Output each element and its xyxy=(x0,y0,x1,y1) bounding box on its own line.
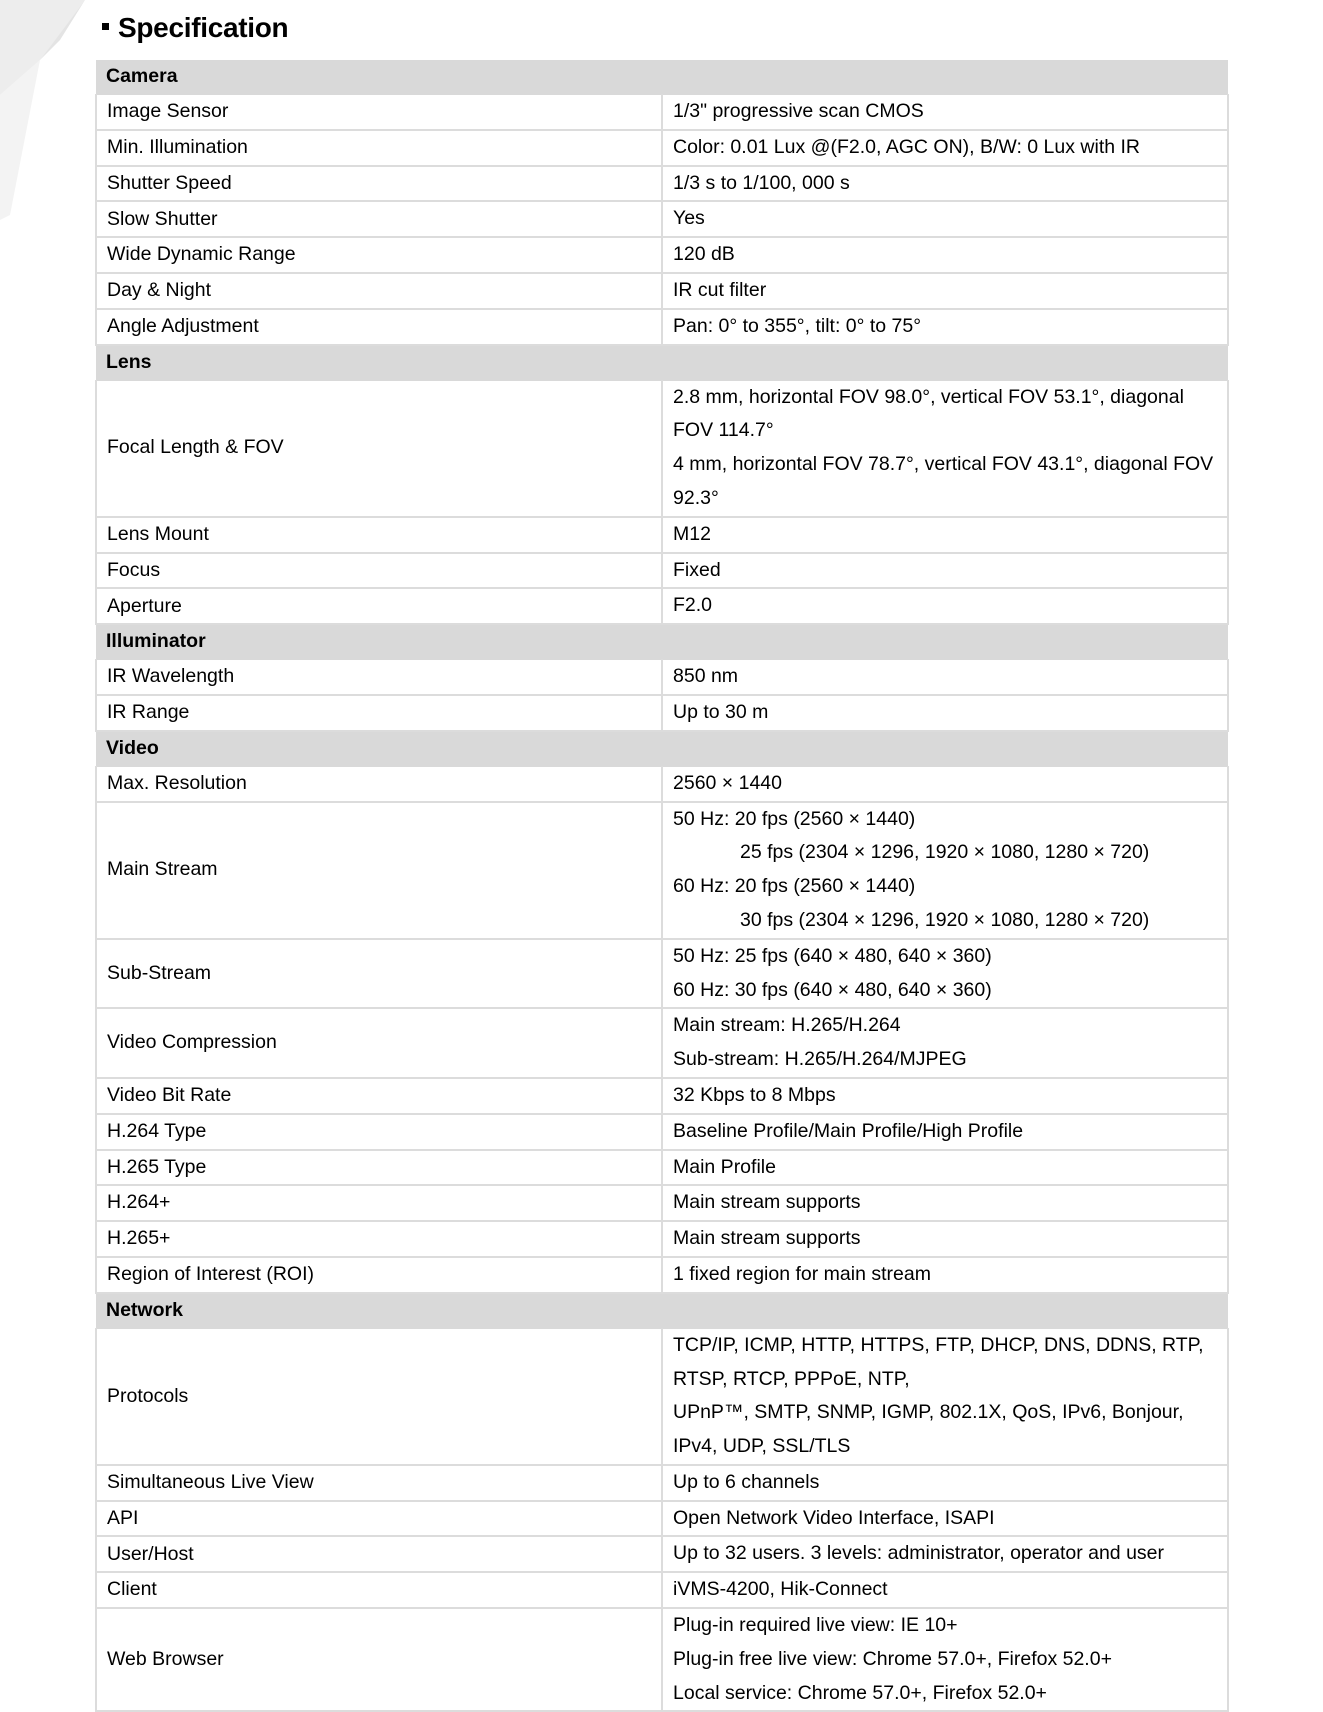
section-header-row xyxy=(96,731,1228,767)
spec-value xyxy=(662,273,1228,309)
table-row xyxy=(96,1608,1228,1711)
table-row xyxy=(96,1257,1228,1293)
spec-label: IR Wavelength xyxy=(96,660,662,695)
table-row xyxy=(96,1572,1228,1608)
decorative-corner-shape xyxy=(0,0,95,220)
spec-value xyxy=(662,1536,1228,1572)
table-row xyxy=(96,309,1228,345)
table-row xyxy=(96,273,1228,309)
table-row xyxy=(96,553,1228,589)
spec-value-line: Pan: 0° to 355°, tilt: 0° to 75° xyxy=(673,314,922,337)
spec-value-line: iVMS-4200, Hik-Connect xyxy=(673,1578,888,1601)
spec-value xyxy=(662,517,1228,553)
table-row xyxy=(96,1501,1228,1537)
spec-value xyxy=(662,695,1228,731)
table-row xyxy=(96,1328,1228,1465)
spec-value-line: 25 fps (2304 × 1296, 1920 × 1080, 1280 × 720) xyxy=(740,841,1150,864)
spec-value-line: Color: 0.01 Lux @(F2.0, AGC ON), B/W: 0 Lux with IR xyxy=(673,135,1141,158)
spec-value-line: Main Profile xyxy=(673,1155,776,1178)
spec-value-line: 60 Hz: 20 fps (2560 × 1440) xyxy=(673,875,916,898)
table-row xyxy=(96,1536,1228,1572)
spec-value xyxy=(662,1078,1228,1114)
spec-value-line: Sub-stream: H.265/H.264/MJPEG xyxy=(673,1048,967,1071)
table-row xyxy=(96,1185,1228,1221)
section-header-row xyxy=(96,345,1228,381)
spec-value-line: UPnP™, SMTP, SNMP, IGMP, 802.1X, QoS, IPv6, Bonjour, IPv4, UDP, SSL/TLS xyxy=(673,1401,1184,1458)
spec-value xyxy=(662,166,1228,202)
spec-label: H.264+ xyxy=(96,1185,662,1221)
table-row xyxy=(96,380,1228,517)
spec-value-line: 1/3" progressive scan CMOS xyxy=(673,100,924,122)
section-header: Video xyxy=(96,731,1228,767)
spec-value-line: 1/3 s to 1/100, 000 s xyxy=(673,171,850,194)
table-row xyxy=(96,766,1228,801)
table-row xyxy=(96,237,1228,273)
spec-value-line: Fixed xyxy=(673,558,721,581)
spec-value-line: 2.8 mm, horizontal FOV 98.0°, vertical FOV 53.1°, diagonal FOV 114.7° xyxy=(673,385,1184,442)
table-row xyxy=(96,1114,1228,1150)
spec-value xyxy=(662,130,1228,166)
spec-label: Video Bit Rate xyxy=(96,1078,662,1114)
spec-value-line: 120 dB xyxy=(673,243,735,266)
spec-label: H.265+ xyxy=(96,1221,662,1257)
spec-value xyxy=(662,1501,1228,1537)
page-title xyxy=(100,12,288,44)
spec-label: Focal Length & FOV xyxy=(96,380,662,517)
table-row xyxy=(96,660,1228,695)
spec-value-line: Plug-in required live view: IE 10+ xyxy=(673,1614,958,1637)
spec-value xyxy=(662,1185,1228,1221)
spec-value xyxy=(662,1608,1228,1711)
table-row xyxy=(96,1150,1228,1186)
spec-value xyxy=(662,309,1228,345)
spec-label: Day & Night xyxy=(96,273,662,309)
spec-value xyxy=(662,1257,1228,1293)
table-row xyxy=(96,130,1228,166)
table-row xyxy=(96,802,1228,939)
spec-value-line: 4 mm, horizontal FOV 78.7°, vertical FOV 43.1°, diagonal FOV 92.3° xyxy=(673,453,1214,509)
spec-label: Shutter Speed xyxy=(96,166,662,202)
spec-value-line: Baseline Profile/Main Profile/High Profile xyxy=(673,1119,1024,1142)
page-title-text: Specification xyxy=(118,12,289,43)
spec-value-line: Main stream supports xyxy=(673,1227,861,1250)
spec-value xyxy=(662,1150,1228,1186)
spec-value xyxy=(662,1328,1228,1465)
spec-label: H.265 Type xyxy=(96,1150,662,1186)
spec-label: Lens Mount xyxy=(96,517,662,553)
spec-value-line: 32 Kbps to 8 Mbps xyxy=(673,1083,836,1106)
section-header-row xyxy=(96,1293,1228,1329)
spec-value-line: Local service: Chrome 57.0+, Firefox 52.0+ xyxy=(673,1681,1047,1704)
spec-value-line: F2.0 xyxy=(673,594,713,617)
spec-value xyxy=(662,1572,1228,1608)
spec-value xyxy=(662,1114,1228,1150)
section-header: Camera xyxy=(96,60,1228,95)
section-header: Network xyxy=(96,1293,1228,1329)
spec-label: Client xyxy=(96,1572,662,1608)
spec-value-line: 60 Hz: 30 fps (640 × 480, 640 × 360) xyxy=(673,978,992,1001)
spec-label: H.264 Type xyxy=(96,1114,662,1150)
spec-label: Min. Illumination xyxy=(96,130,662,166)
spec-label: Slow Shutter xyxy=(96,201,662,237)
spec-value-line: 850 nm xyxy=(673,665,739,688)
spec-label: Protocols xyxy=(96,1328,662,1465)
spec-label: Main Stream xyxy=(96,802,662,939)
spec-value xyxy=(662,237,1228,273)
spec-value-line: Main stream: H.265/H.264 xyxy=(673,1014,901,1037)
table-row xyxy=(96,166,1228,202)
title-bullet-icon xyxy=(102,23,109,30)
spec-value-line: 1 fixed region for main stream xyxy=(673,1262,931,1285)
table-row xyxy=(96,95,1228,130)
table-row xyxy=(96,588,1228,624)
spec-value xyxy=(662,802,1228,939)
spec-value-line: Plug-in free live view: Chrome 57.0+, Firefox 52.0+ xyxy=(673,1647,1112,1670)
spec-label: Web Browser xyxy=(96,1608,662,1711)
spec-label: Image Sensor xyxy=(96,95,662,130)
table-row xyxy=(96,1465,1228,1501)
spec-label: Video Compression xyxy=(96,1008,662,1078)
spec-value-line: Open Network Video Interface, ISAPI xyxy=(673,1506,995,1529)
spec-value-line: Up to 30 m xyxy=(673,700,769,723)
spec-label: Region of Interest (ROI) xyxy=(96,1257,662,1293)
table-row xyxy=(96,695,1228,731)
section-header: Illuminator xyxy=(96,624,1228,660)
spec-value xyxy=(662,1008,1228,1078)
section-header-row xyxy=(96,624,1228,660)
spec-value-line: M12 xyxy=(673,522,711,545)
spec-label: API xyxy=(96,1501,662,1537)
spec-value-line: Main stream supports xyxy=(673,1191,861,1214)
spec-label: Focus xyxy=(96,553,662,589)
spec-value-line: Up to 6 channels xyxy=(673,1470,820,1493)
spec-label: Angle Adjustment xyxy=(96,309,662,345)
table-row xyxy=(96,201,1228,237)
spec-value-line: Up to 32 users. 3 levels: administrator, operator and user xyxy=(673,1542,1165,1565)
spec-label: Max. Resolution xyxy=(96,766,662,801)
table-row xyxy=(96,939,1228,1009)
section-header: Lens xyxy=(96,345,1228,381)
spec-value xyxy=(662,95,1228,130)
specification-table-body xyxy=(96,60,1228,1711)
spec-value-line: 50 Hz: 20 fps (2560 × 1440) xyxy=(673,807,916,830)
spec-value xyxy=(662,766,1228,801)
spec-value xyxy=(662,1465,1228,1501)
spec-label: Simultaneous Live View xyxy=(96,1465,662,1501)
spec-value-line: 50 Hz: 25 fps (640 × 480, 640 × 360) xyxy=(673,944,992,967)
spec-label: IR Range xyxy=(96,695,662,731)
spec-value-line: Yes xyxy=(673,207,705,230)
spec-value-line: 2560 × 1440 xyxy=(673,771,782,794)
spec-value-line: 30 fps (2304 × 1296, 1920 × 1080, 1280 × 720) xyxy=(740,908,1150,931)
spec-value-line: TCP/IP, ICMP, HTTP, HTTPS, FTP, DHCP, DNS, DDNS, RTP, RTSP, RTCP, PPPoE, NTP, xyxy=(673,1333,1204,1390)
specification-table xyxy=(95,60,1229,1712)
spec-value xyxy=(662,201,1228,237)
spec-value xyxy=(662,588,1228,624)
spec-label: Sub-Stream xyxy=(96,939,662,1009)
section-header-row xyxy=(96,60,1228,95)
table-row xyxy=(96,517,1228,553)
table-row xyxy=(96,1221,1228,1257)
table-row xyxy=(96,1078,1228,1114)
spec-value xyxy=(662,660,1228,695)
table-row xyxy=(96,1008,1228,1078)
spec-value xyxy=(662,553,1228,589)
spec-label: Wide Dynamic Range xyxy=(96,237,662,273)
spec-value xyxy=(662,939,1228,1009)
spec-label: User/Host xyxy=(96,1536,662,1572)
spec-value-line: IR cut filter xyxy=(673,278,767,301)
spec-value xyxy=(662,380,1228,517)
spec-label: Aperture xyxy=(96,588,662,624)
spec-value xyxy=(662,1221,1228,1257)
